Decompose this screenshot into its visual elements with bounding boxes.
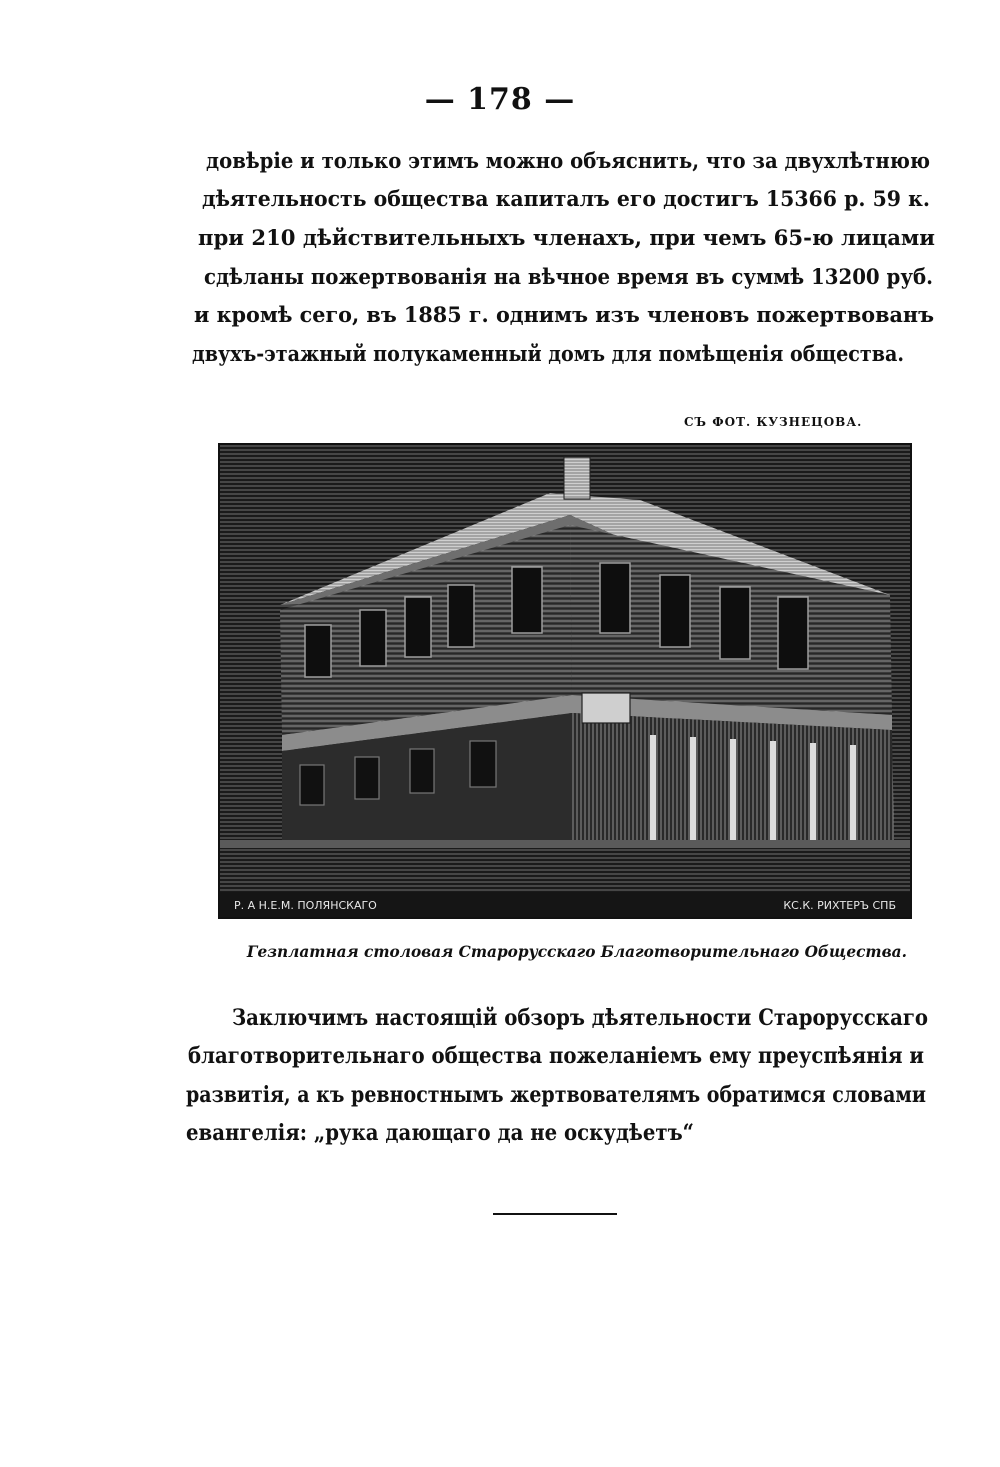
building-engraving	[218, 443, 912, 919]
text-line: Заключимъ настоящій обзоръ дѣятельности Старорусскаго	[232, 1005, 928, 1031]
text-line: развитія, а къ ревностнымъ жертвователямъ обратимся словами	[186, 1082, 926, 1108]
photo-credit: СЪ ФОТ. КУЗНЕЦОВА.	[684, 415, 863, 429]
closing-rule	[493, 1213, 617, 1215]
figure-caption: Гезплатная столовая Старорусскаго Благотворительнаго Общества.	[246, 942, 907, 961]
engraver-right: КС.К. РИХТЕРЪ СПБ	[783, 899, 896, 912]
text-line: сдѣланы пожертвованія на вѣчное время въ суммѣ 13200 руб.	[204, 264, 933, 289]
text-line: двухъ-этажный полукаменный домъ для помѣщенія общества.	[192, 341, 904, 366]
engraver-left: Р. А Н.Е.М. ПОЛЯНСКАГО	[234, 899, 377, 912]
text-line: и кромѣ сего, въ 1885 г. однимъ изъ членовъ пожертвованъ	[194, 302, 934, 327]
text-line: дѣятельность общества капиталъ его достигъ 15366 р. 59 к.	[202, 186, 930, 211]
text-line: при 210 дѣйствительныхъ членахъ, при чемъ 65-ю лицами	[198, 225, 935, 250]
text-line: довѣріе и только этимъ можно объяснить, что за двухлѣтнюю	[206, 148, 930, 173]
text-line: евангелія: „рука дающаго да не оскудѣетъ“	[186, 1120, 694, 1146]
page-number: — 178 —	[424, 82, 576, 117]
text-line: благотворительнаго общества пожеланіемъ ему преуспѣянія и	[188, 1043, 924, 1069]
